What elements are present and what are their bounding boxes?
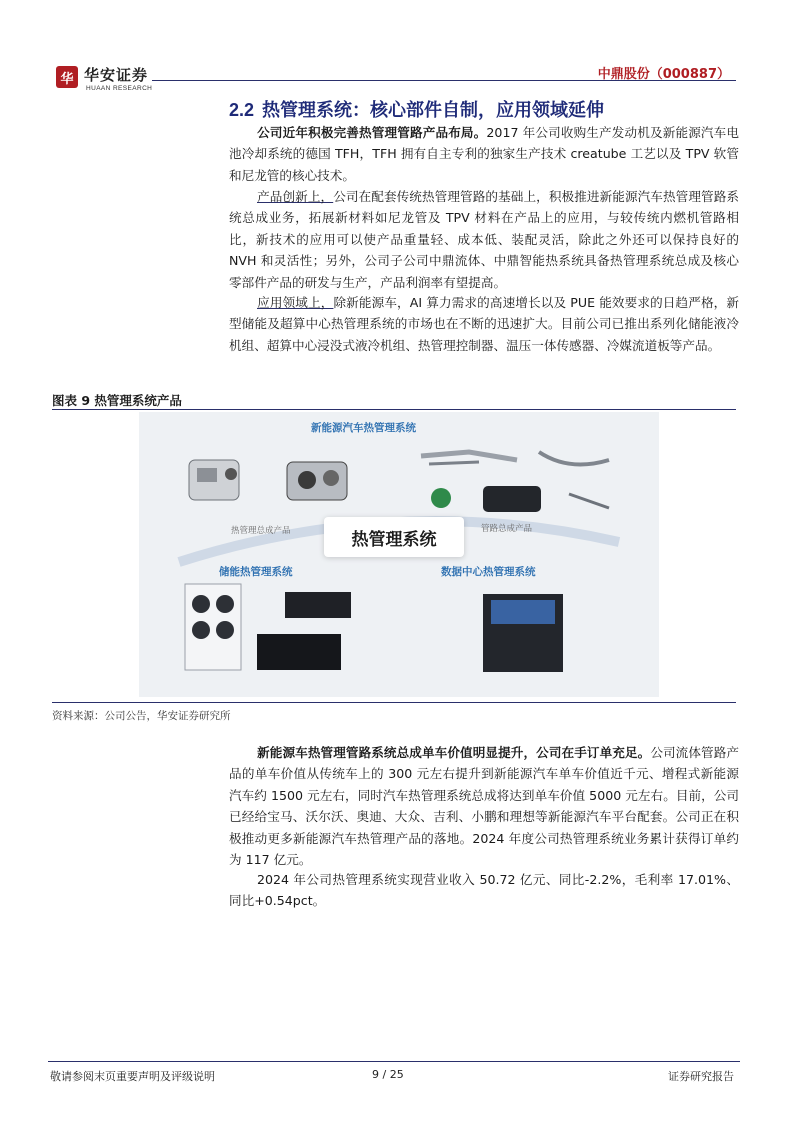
pipe-product-1-icon [421, 452, 517, 464]
figure-label-nev: 新能源汽车热管理系统 [311, 422, 416, 434]
logo-text: 华安证券 [84, 66, 149, 84]
figure-bottom-rule [52, 702, 736, 703]
assembly-product-1-icon [189, 460, 239, 500]
storage-controller-icon [257, 592, 351, 670]
paragraph-4 [229, 742, 739, 870]
paragraph-2-lead: 产品创新上， [257, 189, 334, 204]
paragraph-3-body: 除新能源车，AI 算力需求的高速增长以及 PUE 能效要求的日趋严格，新型储能及超算中心热管理系统的市场也在不断的迅速扩大。目前公司已推出系列化储能液冷机组、超算中心浸没式液冷机组、热管理控制器、温压一体传感器、冷媒流道板等产品。 [229, 295, 739, 353]
figure-center-label: 热管理系统 [324, 517, 464, 557]
figure-label-assembly: 热管理总成产品 [231, 526, 291, 536]
footer-divider [48, 1061, 740, 1062]
figure-thermal-products [139, 412, 659, 697]
figure-source: 资料来源：公司公告，华安证券研究所 [52, 710, 231, 722]
header-company-ticker: 中鼎股份（000887） [597, 67, 730, 82]
paragraph-3 [229, 292, 739, 356]
paragraph-4-body: 公司流体管路产品的单车价值从传统车上的 300 元左右提升到新能源汽车单车价值近千元、增程式新能源汽车约 1500 元左右，同时汽车热管理系统总成将达到单车价值 5000 元左右。目前，公司已经给宝马、沃尔沃、奥迪、大众、吉利、小鹏和理想等新能源汽车平台配套。公司正在积极推动更多新能源汽车热管理产品的落地。2024 年度公司热管理系统业务累计获得订单约为 117 亿元。 [229, 745, 740, 868]
figure-label-pipe: 管路总成产品 [481, 524, 533, 534]
figure-top-rule [52, 409, 736, 410]
paragraph-5-body: 2024 年公司热管理系统实现营业收入 50.72 亿元、同比-2.2%，毛利率 17.01%、同比+0.54pct。 [229, 872, 739, 909]
section-number: 2.2 [229, 100, 255, 120]
datacenter-tank-icon [483, 594, 563, 672]
paragraph-2-body: 公司在配套传统热管理管路的基础上，积极推进新能源汽车热管理管路系统总成业务，拓展新材料如尼龙管及 TPV 材料在产品上的应用，与较传统内燃机管路相比，新技术的应用可以使产品重量轻、成本低、装配灵活，除此之外还可以保持良好的 NVH 和灵活性；另外，公司子公司中鼎流体、中鼎智能热系统具备热管理系统总成及核心零部件产品的研发与生产，产品利润率有望提高。 [229, 189, 740, 290]
paragraph-1 [229, 122, 739, 186]
figure-caption: 图表 9 热管理系统产品 [52, 393, 182, 408]
figure-label-datacenter: 数据中心热管理系统 [441, 566, 536, 578]
page-number: 9 / 25 [372, 1068, 404, 1081]
paragraph-3-lead: 应用领域上， [257, 295, 334, 310]
assembly-product-2-icon [287, 462, 347, 500]
pipe-product-3-icon [431, 486, 609, 512]
logo-subtext: HUAAN RESEARCH [86, 85, 153, 92]
paragraph-5 [229, 869, 739, 912]
storage-unit-icon [185, 584, 241, 670]
section-title [229, 96, 604, 122]
paragraph-2 [229, 186, 739, 293]
paragraph-4-lead: 新能源车热管理管路系统总成单车价值明显提升，公司在手订单充足。 [257, 745, 651, 760]
pipe-product-2-icon [539, 452, 609, 465]
paragraph-1-body: 2017 年公司收购生产发动机及新能源汽车电池冷却系统的德国 TFH，TFH 拥有自主专利的独家生产技术 creatube 工艺以及 TPV 软管和尼龙管的核心技术。 [229, 125, 740, 183]
footer-disclaimer: 敬请参阅末页重要声明及评级说明 [50, 1070, 215, 1083]
figure-label-storage: 储能热管理系统 [219, 566, 293, 578]
section-title-text: 热管理系统：核心部件自制，应用领域延伸 [262, 100, 605, 121]
footer-report-type: 证券研究报告 [668, 1070, 734, 1083]
logo-seal-icon: 华 [56, 66, 78, 88]
paragraph-1-lead: 公司近年积极完善热管理管路产品布局。 [257, 125, 487, 140]
